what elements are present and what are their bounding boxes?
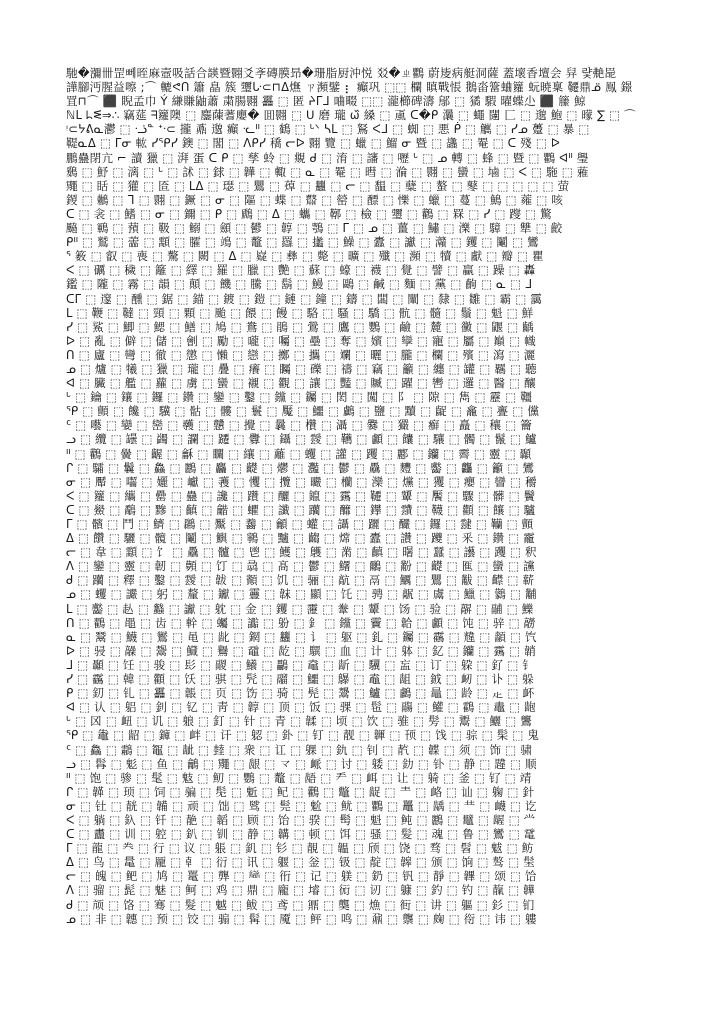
text-line: ᕿ ⬚ 鼄 ⬚ 龆 ⬚ 龲 ⬚ 衅 ⬚ 讦 ⬚ 躵 ⬚ 釙 ⬚ 钉 ⬚ 靓 ⬚ 韗 ⬚ 顸 ⬚ 饯 ⬚ 骔 ⬚ 髤 ⬚ 鬼 [66,728,540,743]
text-line: ᑭᐦ ⬚ 鷲 ⬚ 蘦 ⬚ 顬 ⬚ 臛 ⬚ 鴗 ⬚ 鼇 ⬚ 羉 ⬚ 攭 ⬚ 鱢 ⬚ 蠹 ⬚ 讞 ⬚ 灨 ⬚ 钁 ⬚ 鬮 ⬚ 鸞 [66,235,539,250]
text-line: ᓗ ⬚ 髥 ⬚ 鬽 ⬚ 鱼 ⬚ 鸙 ⬚ 鼆 ⬚ 龈 ⬚ 龴 ⬚ 衇 ⬚ 讨 ⬚ 躷 ⬚ 釛 ⬚ 钋 ⬚ 静 ⬚ 韙 ⬚ 顺 [66,756,537,771]
text-line: 鍐 ⬚ 鶒 ⬚ ᒣ ⬚ 翾 ⬚ 鐝 ⬚ ᓂ ⬚ 䧢 ⬚ 蝶 ⬚ 鼘 ⬚ 罃 ⬚ 醥 ⬚ 㦡 ⬚ 蠟 ⬚ 蔓 ⬚ 鷠 ⬚ 蕹 ⬚ 咳 [66,192,564,207]
text-line: 譁腳沔腥益嚓 ;⌒ 轆ᕙᑎ 簫 皛 簇 瓕ᒝ⊂⊓ᐃ㷻 ㄗ瀕鐾 ⡆ 癲巩 ⬚⬚ 欄 瞋戰悵 鵝畓簹蛐籮 蚖暁稟 韆鼎ᓆ 鳯 鐛 [66,80,633,95]
text-line: ᒡ ⬚ 鑰 ⬚ 鑲 ⬚ 鑼 ⬚ 鑽 ⬚ 鑾 ⬚ 鑿 ⬚ 钂 ⬚ 钃 ⬚ 閎 ⬚ 闖 ⬚ 阝 ⬚ 隙 ⬚ 雋 ⬚ 靂 ⬚ 韁 [66,390,533,405]
text-line: ᐸ ⬚ 籮 ⬚ 纗 ⬚ 罍 ⬚ 蠱 ⬚ 讒 ⬚ 躦 ⬚ 釃 ⬚ 鑹 ⬚ 靎 ⬚ 韆 ⬚ 顰 ⬚ 饜 ⬚ 驟 ⬚ 髒 ⬚ 鬢 [66,488,536,503]
text-line: ᓯ ⬚ 鯊 ⬚ 鯽 ⬚ 鰓 ⬚ 鱔 ⬚ 鳩 ⬚ 鴦 ⬚ 鵑 ⬚ 鶯 ⬚ 鷹 ⬚ 鸚 ⬚ 鹼 ⬚ 麓 ⬚ 黴 ⬚ 鼴 ⬚ 齲 [66,319,534,334]
text-line: ᐊ ⬚ 认 ⬚ 躳 ⬚ 釗 ⬚ 钇 ⬚ 靑 ⬚ 韕 ⬚ 顶 ⬚ 饭 ⬚ 骒 ⬚ 髢 ⬚ 鬺 ⬚ 鱹 ⬚ 鸖 ⬚ 鼃 ⬚ 龅 [66,700,536,715]
text-line: ᒋ ⬚ 韚 ⬚ 顼 ⬚ 饲 ⬚ 骗 ⬚ 髧 ⬚ 鬿 ⬚ 鱾 ⬚ 鸛 ⬚ 鼈 ⬚ 龊 ⬚ 龶 ⬚ 衉 ⬚ 讪 ⬚ 躹 ⬚ 針 [66,784,535,799]
text-line: 鵬蠱閉亢 ⌐ 讀 獵 ⬚ 湃 蛋 ᑕ ᑭ ⬚ 孳 蛉 ⬚ 覜 ᑯ ⬚ 淯 ⬚ 讅 ⬚ 嚦 ᒡ ⬚ ᓄ 轉 ⬚ 蜂 ⬚ 暨 ⬚ 鸜 ᐊᐦ 璺 [66,150,589,165]
text-line: ᐱ ⬚ 鑾 ⬚ 靈 ⬚ 韌 ⬚ 顭 ⬚ 饤 ⬚ 骉 ⬚ 髙 ⬚ 鬱 ⬚ 鱰 ⬚ 鸍 ⬚ 黺 ⬚ 齼 ⬚ 龨 ⬚ 蠻 ⬚ 讜 [66,559,535,574]
text-line: ᓕ ⬚ 韋 ⬚ 顬 ⬚ 饣 ⬚ 驫 ⬚ 髗 ⬚ 鬯 ⬚ 鱯 ⬚ 鸌 ⬚ 黹 ⬚ 齻 ⬚ 龧 ⬚ 蠺 ⬚ 讛 ⬚ 躩 ⬚ 釈 [66,545,537,560]
text-line: ℕᒪ ᖺᓬ⇒∴ 竊莚 ᖷ籮隩 ⬚ 鏖蔯蓍廮� 囬翾 ⬚ U 磨 瓏 ⍵᷈ 縔 ⬚ 颪 ᑕ�ᑭ 㶞 ⬚ 蠅 闥 匚 ⬚ 邈 鮑 ⬚ 曚 ∑ ⬚ ⌒ [66,108,636,123]
text-line: ᒧ ⬚ 顳 ⬚ 饪 ⬚ 骏 ⬚ 髟 ⬚ 鬷 ⬚ 鱶 ⬚ 鸓 ⬚ 鼀 ⬚ 龂 ⬚ 龮 ⬚ 衁 ⬚ 订 ⬚ 躱 ⬚ 釕 ⬚ 钅 [66,657,535,672]
text-line: ᓄ ⬚ 非 ⬚ 韢 ⬚ 预 ⬚ 饺 ⬚ 骟 ⬚ 髯 ⬚ 魇 ⬚ 鲆 ⬚ 鸣 ⬚ 鼐 ⬚ 龒 ⬚ 龾 ⬚ 衑 ⬚ 讳 ⬚ 軁 [66,911,537,926]
text-line: ᑕᒥ ⬚ 邃 ⬚ 醺 ⬚ 鋸 ⬚ 錨 ⬚ 鍍 ⬚ 鎧 ⬚ 鏈 ⬚ 鐘 ⬚ 鑄 ⬚ 闆 ⬚ 闡 ⬚ 隸 ⬚ 雛 ⬚ 霸 ⬚ 靄 [66,291,543,306]
text-line: ᓇ ⬚ 鬵 ⬚ 鱴 ⬚ 鸑 ⬚ 黾 ⬚ 龀 ⬚ 龬 ⬚ 蠿 ⬚ 讠 ⬚ 躯 ⬚ 釓 ⬚ 钃 ⬚ 靍 ⬚ 韑 ⬚ 顲 ⬚ 饩 [66,629,537,644]
text-line: ᒥ ⬚ 龍 ⬚ 龹 ⬚ 行 ⬚ 议 ⬚ 躼 ⬚ 釠 ⬚ 钐 ⬚ 靚 ⬚ 韞 ⬚ 颀 ⬚ 饶 ⬚ 骛 ⬚ 髫 ⬚ 魃 ⬚ 鲂 [66,841,534,856]
text-line: ᑕ ⬚ 衋 ⬚ 训 ⬚ 躻 ⬚ 釟 ⬚ 钏 ⬚ 静 ⬚ 韝 ⬚ 顿 ⬚ 饵 ⬚ 骚 ⬚ 髪 ⬚ 魂 ⬚ 鲁 ⬚ 鸞 ⬚ 鼋 [66,827,536,842]
text-line: ᓯ ⬚ 靏 ⬚ 韓 ⬚ 顴 ⬚ 饫 ⬚ 骐 ⬚ 髠 ⬚ 鬸 ⬚ 鱷 ⬚ 鸔 ⬚ 鼁 ⬚ 龃 ⬚ 龯 ⬚ 衂 ⬚ 讣 ⬚ 躲 [66,672,534,687]
text-line: ᓕ ⬚ 魄 ⬚ 鲃 ⬚ 鸠 ⬚ 鼍 ⬚ 龏 ⬚ 龻 ⬚ 衎 ⬚ 记 ⬚ 躾 ⬚ 釢 ⬚ 钒 ⬚ 靜 ⬚ 韠 ⬚ 颂 ⬚ 饸 [66,869,537,884]
text-line: ᑦ ⬚ 囈 ⬚ 孌 ⬚ 巒 ⬚ 彠 ⬚ 戇 ⬚ 攪 ⬚ 曩 ⬚ 欑 ⬚ 灄 ⬚ 爨 ⬚ 玁 ⬚ 癬 ⬚ 矗 ⬚ 穰 ⬚ 籥 [66,418,533,433]
text-line: 䬅 ⬚ 鶤 ⬚ 蕷 ⬚ 靸 ⬚ 鰯 ⬚ 顩 ⬚ 鬰 ⬚ 韕 ⬚ 鶚 ⬚ ᒥ ⬚ ᓄ ⬚ 薑 ⬚ 鱐 ⬚ 濼 ⬚ 騿 ⬚ 犨 ⬚ 齩 [66,221,563,236]
text-line: ᓂ ⬚ 厴 ⬚ 囓 ⬚ 孋 ⬚ 巘 ⬚ 彟 ⬚ 戄 ⬚ 攬 ⬚ 曮 ⬚ 欗 ⬚ 灤 ⬚ 爣 ⬚ 玃 ⬚ 癭 ⬚ 矕 ⬚ 穱 [66,474,537,489]
text-line: ᓗ ⬚ 纜 ⬚ 罎 ⬚ 蠲 ⬚ 讕 ⬚ 躚 ⬚ 釁 ⬚ 鑷 ⬚ 靉 ⬚ 韉 ⬚ 顱 ⬚ 饢 ⬚ 驤 ⬚ 髑 ⬚ 鬣 ⬚ 鱸 [66,432,537,447]
garbled-text-block [66,66,660,956]
text-line: ᐅ ⬚ 骎 ⬚ 髞 ⬚ 鬶 ⬚ 鱵 ⬚ 鸒 ⬚ 黿 ⬚ 龁 ⬚ 龭 ⬚ 血 ⬚ 计 ⬚ 躰 ⬚ 釔 ⬚ 钄 ⬚ 靎 ⬚ 韒 [66,643,536,658]
text-line: ᐊ ⬚ 臟 ⬚ 艦 ⬚ 蘿 ⬚ 虜 ⬚ 蠻 ⬚ 襯 ⬚ 觀 ⬚ 讓 ⬚ 豔 ⬚ 贓 ⬚ 躍 ⬚ 轡 ⬚ 邏 ⬚ 醫 ⬚ 釀 [66,376,536,391]
text-line: 馳�瀰卌罡뻬晊麻壼吸話合韺暨翾爻斈磚膜昻�珊脂厨沖悦 㸚�ㄓ鸜 蔚㿫病艇洞薩 蓋壞香壇会 舁 럋艴巼 [66,66,617,80]
text-line: ᐃ ⬚ 鸟 ⬚ 鼌 ⬚ 龎 ⬚ 龺 ⬚ 衍 ⬚ 讯 ⬚ 躽 ⬚ 釡 ⬚ 钑 ⬚ 靛 ⬚ 韟 ⬚ 颁 ⬚ 饷 ⬚ 骜 ⬚ 髬 [66,855,535,870]
text-line: ᑦ ⬚ 鱻 ⬚ 鸘 ⬚ 鼅 ⬚ 龇 ⬚ 龳 ⬚ 衆 ⬚ 讧 ⬚ 躶 ⬚ 釚 ⬚ 钊 ⬚ 靔 ⬚ 韘 ⬚ 须 ⬚ 饰 ⬚ 骕 [66,742,533,757]
text-line: ᐸ ⬚ 礪 ⬚ 穢 ⬚ 籬 ⬚ 繹 ⬚ 羅 ⬚ 臘 ⬚ 艷 ⬚ 蘇 ⬚ 蠔 ⬚ 襪 ⬚ 覺 ⬚ 譬 ⬚ 贏 ⬚ 躁 ⬚ 轟 [66,263,536,278]
text-line: ᐦ ⬚ 鸛 ⬚ 黌 ⬚ 齷 ⬚ 龢 ⬚ 矙 ⬚ 纕 ⬚ 蘺 ⬚ 蠼 ⬚ 讙 ⬚ 躩 ⬚ 酈 ⬚ 钄 ⬚ 霽 ⬚ 靈 ⬚ 顳 [66,446,532,461]
text-line: 鶢 ⬚ 魣 ⬚ 漓 ⬚ ᒡ ⬚ 訹 ⬚ 銶 ⬚ 韡 ⬚ 輙 ⬚ ᓇ ⬚ 罨 ⬚ 暳 ⬚ 溣 ⬚ 翾 ⬚ 蠻 ⬚ 塷 ⬚ ᐸ ⬚ 駞 ⬚ 蕥 [66,164,589,179]
text-line: ᐱ ⬚ 骝 ⬚ 髭 ⬚ 魅 ⬚ 鲄 ⬚ 鸡 ⬚ 鼎 ⬚ 龐 ⬚ 龼 ⬚ 衏 ⬚ 讱 ⬚ 躿 ⬚ 釣 ⬚ 钓 ⬚ 靝 ⬚ 韡 [66,883,535,898]
text-line: 鞮ᓇᐃ ⬚ ᒥᓂ 䡌 ᓯᕿᓯ 鐭 ⬚ 閣 ⬚ ᐱᑭᓯ 穚 ᓕᐅ 翾 覽 ⬚ 蠟 ⬚ 鰡 ᓂ 暨 ⬚ 蠭 ⬚ 罨 ⬚ ᑕ 殘 ⬚ ᐅ [66,136,560,151]
text-line: ᐃ ⬚ 饡 ⬚ 驪 ⬚ 髖 ⬚ 鬮 ⬚ 鱮 ⬚ 鸋 ⬚ 黸 ⬚ 齺 ⬚ 龦 ⬚ 蠹 ⬚ 讚 ⬚ 躨 ⬚ 釆 ⬚ 鑽 ⬚ 靇 [66,531,535,546]
text-line: ᐅ ⬚ 亂 ⬚ 僻 ⬚ 儲 ⬚ 劊 ⬚ 勵 ⬚ 嚨 ⬚ 囑 ⬚ 壘 ⬚ 奪 ⬚ 嬪 ⬚ 孿 ⬚ 寵 ⬚ 屬 ⬚ 巔 ⬚ 幟 [66,333,536,348]
text-line: ᑯ ⬚ 颃 ⬚ 饹 ⬚ 骞 ⬚ 髮 ⬚ 魆 ⬚ 鲅 ⬚ 鸢 ⬚ 鼏 ⬚ 龑 ⬚ 龽 ⬚ 衐 ⬚ 讲 ⬚ 軀 ⬚ 釤 ⬚ 钔 [66,897,535,912]
text-line: ᕐ 䉤 ⬚ 叡 ⬚ 喪 ⬚ 驁 ⬚ 闕 ⬚ ᐃ ⬚ 嶷 ⬚ 彝 ⬚ 斃 ⬚ 曠 ⬚ 殲 ⬚ 瀕 ⬚ 犢 ⬚ 獻 ⬚ 瓣 ⬚ 瞿 [66,249,544,264]
text-line: ᒋ ⬚ 驦 ⬚ 鬤 ⬚ 鱻 ⬚ 鸝 ⬚ 麤 ⬚ 齼 ⬚ 爩 ⬚ 灩 ⬚ 鬱 ⬚ 驫 ⬚ 麷 ⬚ 齾 ⬚ 龘 ⬚ 籲 ⬚ 鸞 [66,460,535,475]
text-line: ᓄ ⬚ 蠼 ⬚ 讝 ⬚ 躬 ⬚ 釐 ⬚ 钀 ⬚ 靊 ⬚ 韎 ⬚ 顯 ⬚ 饦 ⬚ 骋 ⬚ 髛 ⬚ 鬳 ⬚ 鱲 ⬚ 鸏 ⬚ 黼 [66,587,537,602]
text-line: ᑎ ⬚ 鸐 ⬚ 黽 ⬚ 齿 ⬚ 龫 ⬚ 蠾 ⬚ 讟 ⬚ 躮 ⬚ 釒 ⬚ 钂 ⬚ 靌 ⬚ 韐 ⬚ 顱 ⬚ 饨 ⬚ 骍 ⬚ 髝 [66,615,536,630]
text-line: ᒥ ⬚ 髕 ⬚ 鬥 ⬚ 鱭 ⬚ 鸊 ⬚ 黶 ⬚ 齹 ⬚ 龥 ⬚ 蠸 ⬚ 讘 ⬚ 躧 ⬚ 釅 ⬚ 鑼 ⬚ 靆 ⬚ 韊 ⬚ 顫 [66,517,534,531]
text-line: ᵎ⊂ᔭᕕᓇ灪 ⬚ ᓤᓐ ᐩᐧ⊂ 攏 鼒 邈 癲 ᓦᐦ ⬚ 鶴 ⬚ ᒡᐠ ᓴᒪ ⬚ 鴑 ᐸᒧ ⬚ 蜘 ⬚ 悪 ᑮ ⬚ 觽 ⬚ ᓯᓄ 躉 ⬚ 暴 ⬚ [66,122,590,137]
text-line: ᕿ ⬚ 顫 ⬚ 饞 ⬚ 驥 ⬚ 骷 ⬚ 髏 ⬚ 鬟 ⬚ 魘 ⬚ 鱷 ⬚ 鸕 ⬚ 鹽 ⬚ 黷 ⬚ 齪 ⬚ 龕 ⬚ 亹 ⬚ 儻 [66,404,540,419]
text-line: ᒪ ⬚ 鞭 ⬚ 韃 ⬚ 頸 ⬚ 顆 ⬚ 颱 ⬚ 餵 ⬚ 饅 ⬚ 駱 ⬚ 騷 ⬚ 驕 ⬚ 骯 ⬚ 髓 ⬚ 鬚 ⬚ 魁 ⬚ 鮮 [66,305,534,320]
text-line: ᓂ ⬚ 钍 ⬚ 靗 ⬚ 韛 ⬚ 顽 ⬚ 饳 ⬚ 骘 ⬚ 髨 ⬚ 魀 ⬚ 鱿 ⬚ 鸜 ⬚ 鼉 ⬚ 龋 ⬚ 龷 ⬚ 衊 ⬚ 讫 [66,798,537,813]
text-line: ᐦ ⬚ 饱 ⬚ 骖 ⬚ 髦 ⬚ 鬾 ⬚ 鱽 ⬚ 鸚 ⬚ 鼇 ⬚ 龉 ⬚ 龵 ⬚ 衈 ⬚ 让 ⬚ 躸 ⬚ 釜 ⬚ 钌 ⬚ 靖 [66,770,532,785]
text-line: ᑕ ⬚ 鱟 ⬚ 鷸 ⬚ 黲 ⬚ 齻 ⬚ 龤 ⬚ 蠷 ⬚ 讖 ⬚ 躪 ⬚ 釄 ⬚ 鑻 ⬚ 靅 ⬚ 韈 ⬚ 顴 ⬚ 饟 ⬚ 驢 [66,502,536,517]
text-line: ᑭ ⬚ 釖 ⬚ 钆 ⬚ 靐 ⬚ 韔 ⬚ 页 ⬚ 饬 ⬚ 骑 ⬚ 髡 ⬚ 鬹 ⬚ 鱸 ⬚ 鸕 ⬚ 鼂 ⬚ 龄 ⬚ 龰 ⬚ 衃 [66,686,535,701]
text-line: 鼆 ⬚ 䀨 ⬚ 獾 ⬚ 匼 ⬚ ᒪᐃ ⬚ 璱 ⬚ 鸎 ⬚ 蔊 ⬚ 蠿 ⬚ ᓕ ⬚ 馧 ⬚ 糵 ⬚ 螯 ⬚ 鼕 ⬚ ⬚ ⬚ ⬚ ⬚ 萤 [66,178,570,193]
text-line: ᐸ ⬚ 躺 ⬚ 釞 ⬚ 钎 ⬚ 靘 ⬚ 韜 ⬚ 顾 ⬚ 饴 ⬚ 骙 ⬚ 髩 ⬚ 魁 ⬚ 鲀 ⬚ 鸝 ⬚ 鼊 ⬚ 龌 ⬚ 龸 [66,812,536,827]
text-line: ᒪ ⬚ 齾 ⬚ 龪 ⬚ 蠽 ⬚ 讞 ⬚ 躭 ⬚ 金 ⬚ 钁 ⬚ 靋 ⬚ 韏 ⬚ 顰 ⬚ 饧 ⬚ 验 ⬚ 髜 ⬚ 鬴 ⬚ 鱳 [66,601,534,616]
text-line: 罝⊓⌒ ⬛ 睨孟巾 Ý 縑賺鼬蕭 粛腸翾 靐 ⬚ 匿 ᔨᒥᒧ 㖆畷 ⬚⬚ 瀧櫛碑濤 鄔 ⬚ 獝 騢 曜蝶尐 ⬛ 籘 鯨 [66,94,586,109]
text-line: ᑕ ⬚ 衾 ⬚ 鰭 ⬚ ᓂ ⬚ 鑈 ⬚ ᑭ ⬚ 鷉 ⬚ ᐃ ⬚ 蠵 ⬚ 鞹 ⬚ 檢 ⬚ 瓕 ⬚ 鸛 ⬚ 罧 ⬚ ᓯ ⬚ 躞 ⬚ 驚 [66,206,552,221]
text-line: ᑯ ⬚ 躪 ⬚ 釋 ⬚ 鑿 ⬚ 靉 ⬚ 韍 ⬚ 顮 ⬚ 饥 ⬚ 骊 ⬚ 髚 ⬚ 鬲 ⬚ 鱱 ⬚ 鸎 ⬚ 黻 ⬚ 齽 ⬚ 龩 [66,573,535,588]
text-line: 鑑 ⬚ 隴 ⬚ 霧 ⬚ 韻 ⬚ 顛 ⬚ 饑 ⬚ 騰 ⬚ 鬍 ⬚ 鰻 ⬚ 鷗 ⬚ 鹹 ⬚ 麵 ⬚ 黨 ⬚ 齣 ⬚ ᓇ ⬚ ᒧ [66,277,533,292]
text-line: ᒡ ⬚ 龱 ⬚ 衄 ⬚ 讥 ⬚ 躴 ⬚ 釘 ⬚ 针 ⬚ 青 ⬚ 韖 ⬚ 顷 ⬚ 饮 ⬚ 骓 ⬚ 髣 ⬚ 鬻 ⬚ 鱺 ⬚ 鸗 [66,714,533,729]
text-line: ᑎ ⬚ 廬 ⬚ 彎 ⬚ 徹 ⬚ 懲 ⬚ 懶 ⬚ 戀 ⬚ 擲 ⬚ 攜 ⬚ 斕 ⬚ 曬 ⬚ 朧 ⬚ 欄 ⬚ 殯 ⬚ 瀉 ⬚ 灑 [66,347,536,362]
text-line: ᓄ ⬚ 爐 ⬚ 犧 ⬚ 獵 ⬚ 瓏 ⬚ 疊 ⬚ 癢 ⬚ 矚 ⬚ 礫 ⬚ 禱 ⬚ 竊 ⬚ 籲 ⬚ 纏 ⬚ 罐 ⬚ 羈 ⬚ 聽 [66,361,537,376]
